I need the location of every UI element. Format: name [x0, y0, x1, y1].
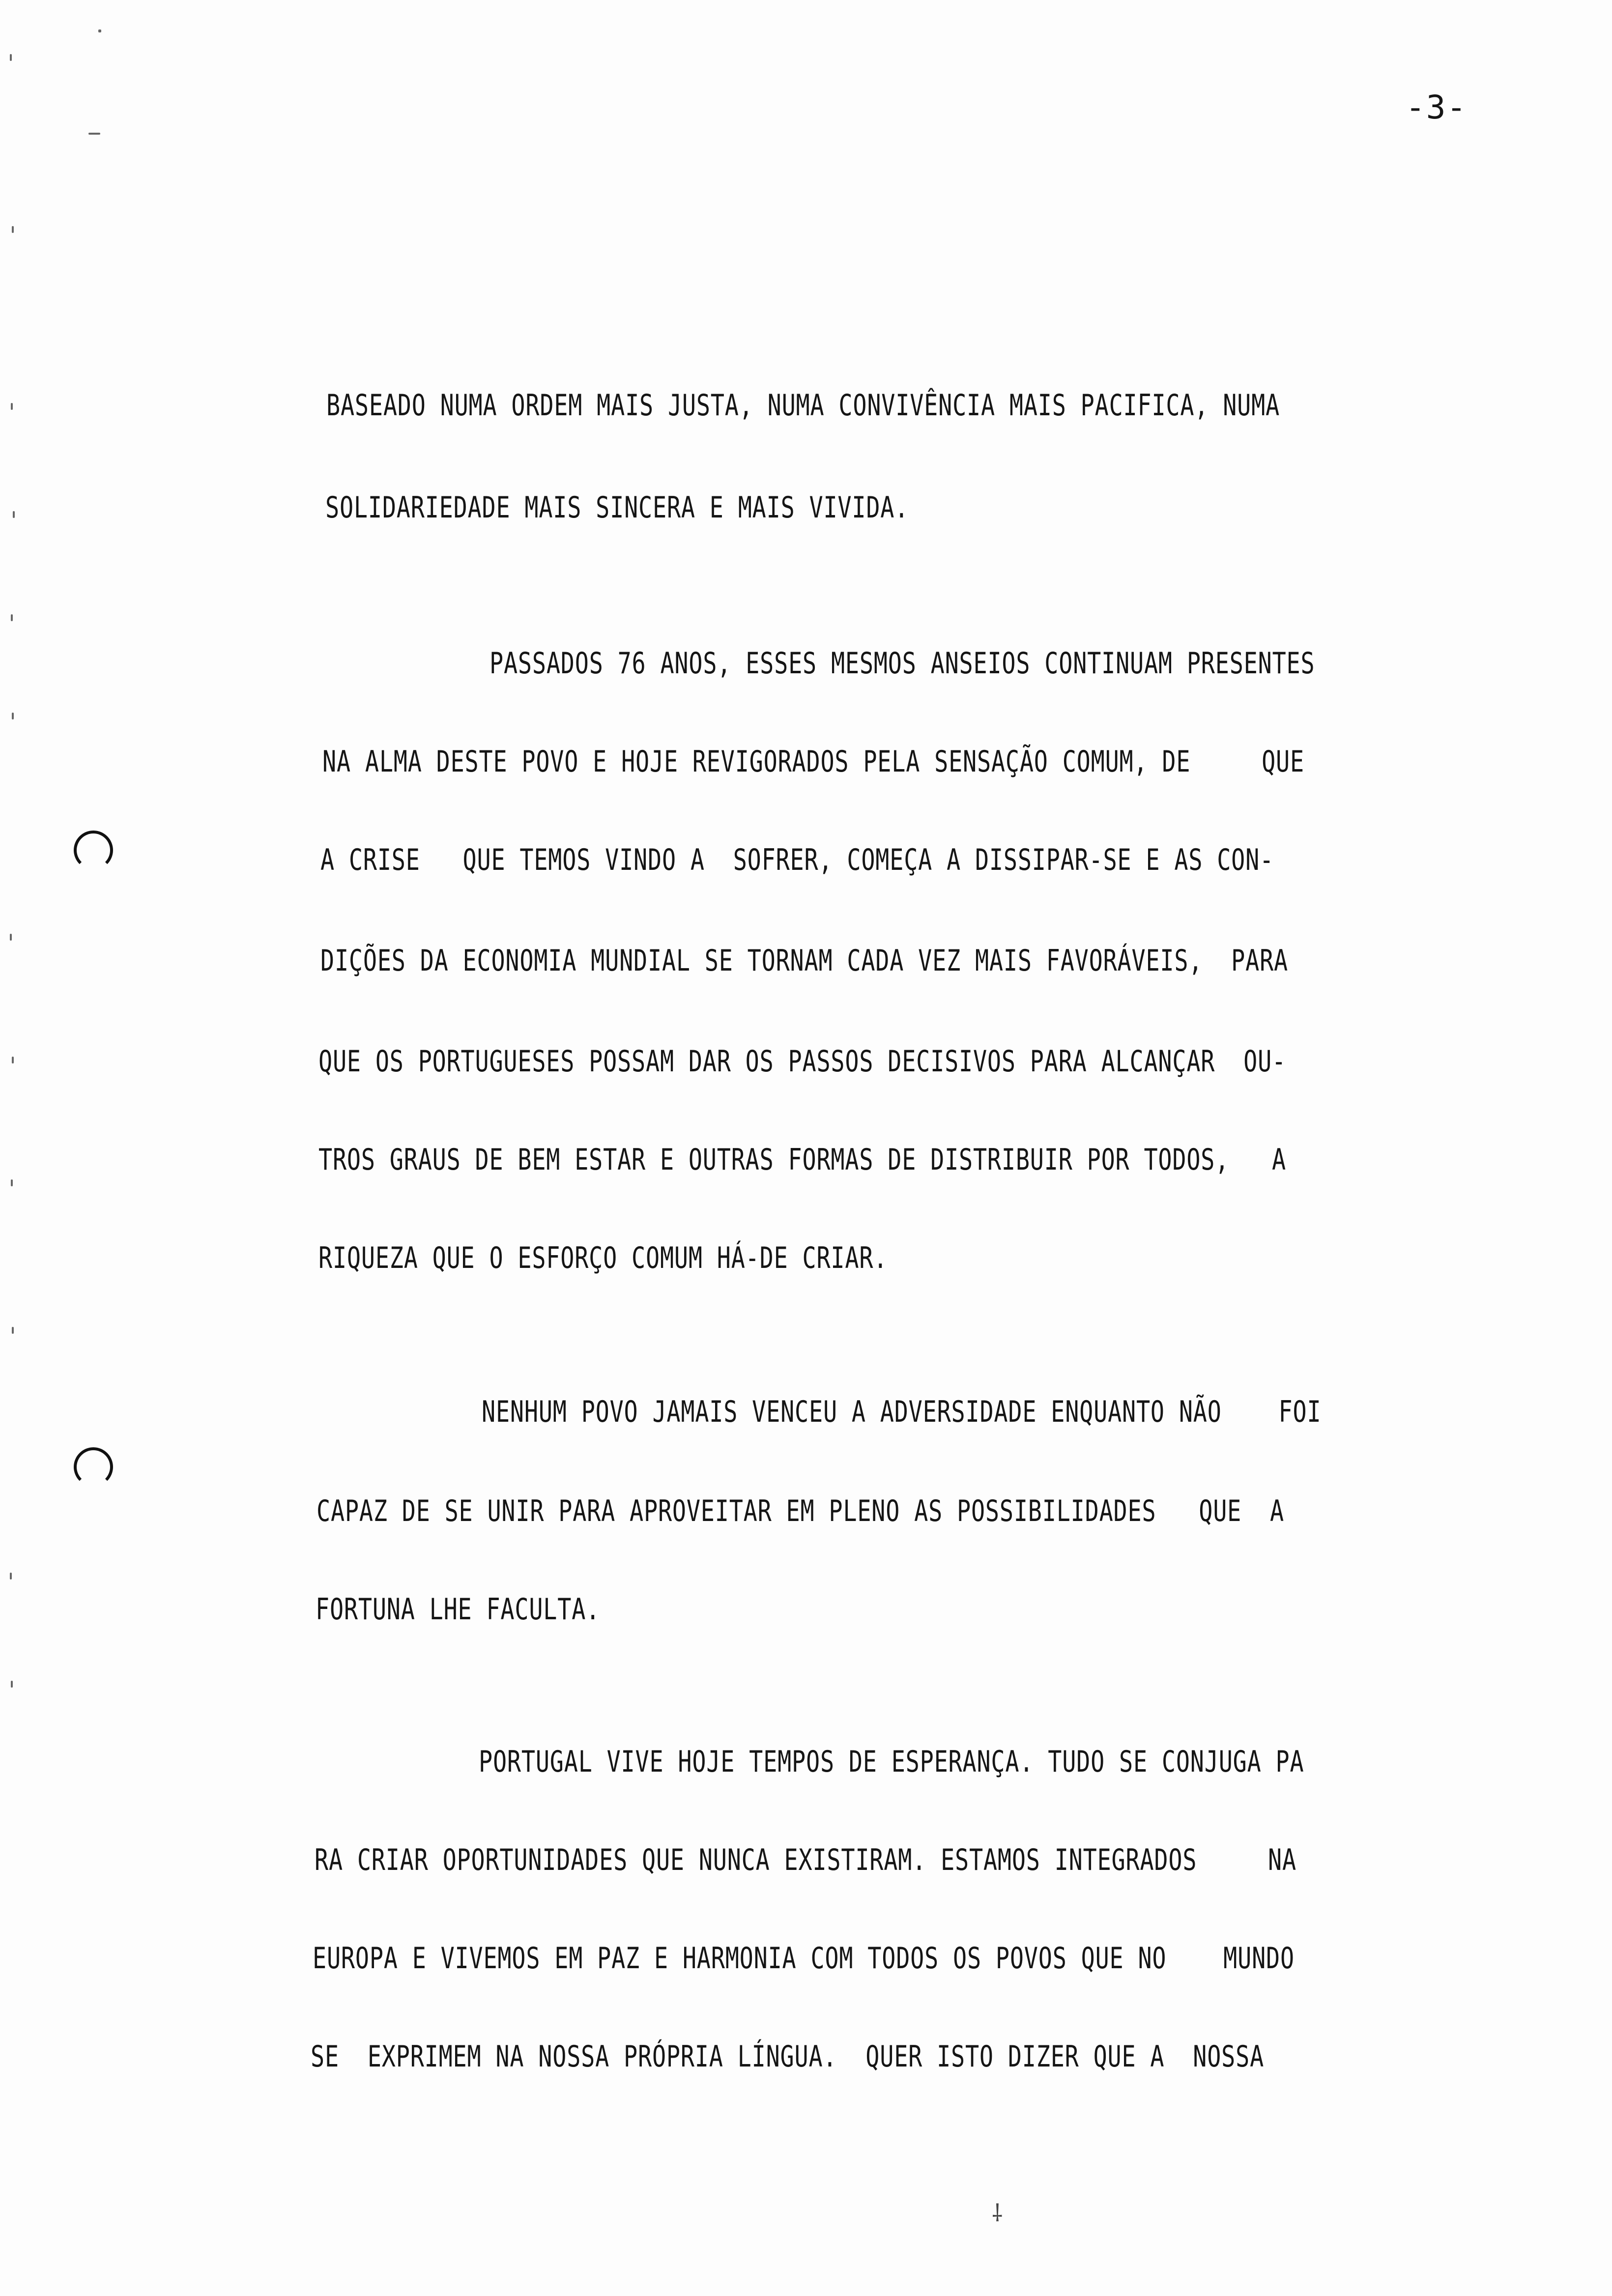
text-line: FORTUNA LHE FACULTA. [316, 1592, 601, 1627]
text-line: DIÇÕES DA ECONOMIA MUNDIAL SE TORNAM CADA VEZ MAIS FAVORÁVEIS, PARA [320, 944, 1289, 978]
ink-mark-icon: ⸸ [992, 2200, 1003, 2227]
text-line: TROS GRAUS DE BEM ESTAR E OUTRAS FORMAS DE DISTRIBUIR POR TODOS, A [318, 1143, 1287, 1177]
text-line: NENHUM POVO JAMAIS VENCEU A ADVERSIDADE ENQUANTO NÃO FOI [482, 1395, 1322, 1429]
text-line: NA ALMA DESTE POVO E HOJE REVIGORADOS PELA SENSAÇÃO COMUM, DE QUE [322, 745, 1304, 779]
text-line: PORTUGAL VIVE HOJE TEMPOS DE ESPERANÇA. TUDO SE CONJUGA PA [479, 1745, 1304, 1779]
page-number: -3- [1406, 88, 1468, 126]
text-line: QUE OS PORTUGUESES POSSAM DAR OS PASSOS DECISIVOS PARA ALCANÇAR OU- [318, 1044, 1287, 1079]
text-line: SE EXPRIMEM NA NOSSA PRÓPRIA LÍNGUA. QUER ISTO DIZER QUE A NOSSA [311, 2039, 1265, 2074]
punch-hole-top [74, 831, 113, 870]
text-line: RIQUEZA QUE O ESFORÇO COMUM HÁ-DE CRIAR. [318, 1241, 888, 1275]
text-line: A CRISE QUE TEMOS VINDO A SOFRER, COMEÇA A DISSIPAR-SE E AS CON- [320, 843, 1274, 877]
text-line: BASEADO NUMA ORDEM MAIS JUSTA, NUMA CONVIVÊNCIA MAIS PACIFICA, NUMA [326, 388, 1280, 423]
text-line: RA CRIAR OPORTUNIDADES QUE NUNCA EXISTIRAM. ESTAMOS INTEGRADOS NA [315, 1843, 1296, 1877]
text-line: SOLIDARIEDADE MAIS SINCERA E MAIS VIVIDA. [325, 490, 909, 525]
text-line: PASSADOS 76 ANOS, ESSES MESMOS ANSEIOS CONTINUAM PRESENTES [489, 646, 1315, 681]
text-line: CAPAZ DE SE UNIR PARA APROVEITAR EM PLENO AS POSSIBILIDADES QUE A [317, 1494, 1285, 1528]
text-line: EUROPA E VIVEMOS EM PAZ E HARMONIA COM TODOS OS POVOS QUE NO MUNDO [313, 1941, 1295, 1976]
punch-hole-bottom [74, 1447, 113, 1487]
